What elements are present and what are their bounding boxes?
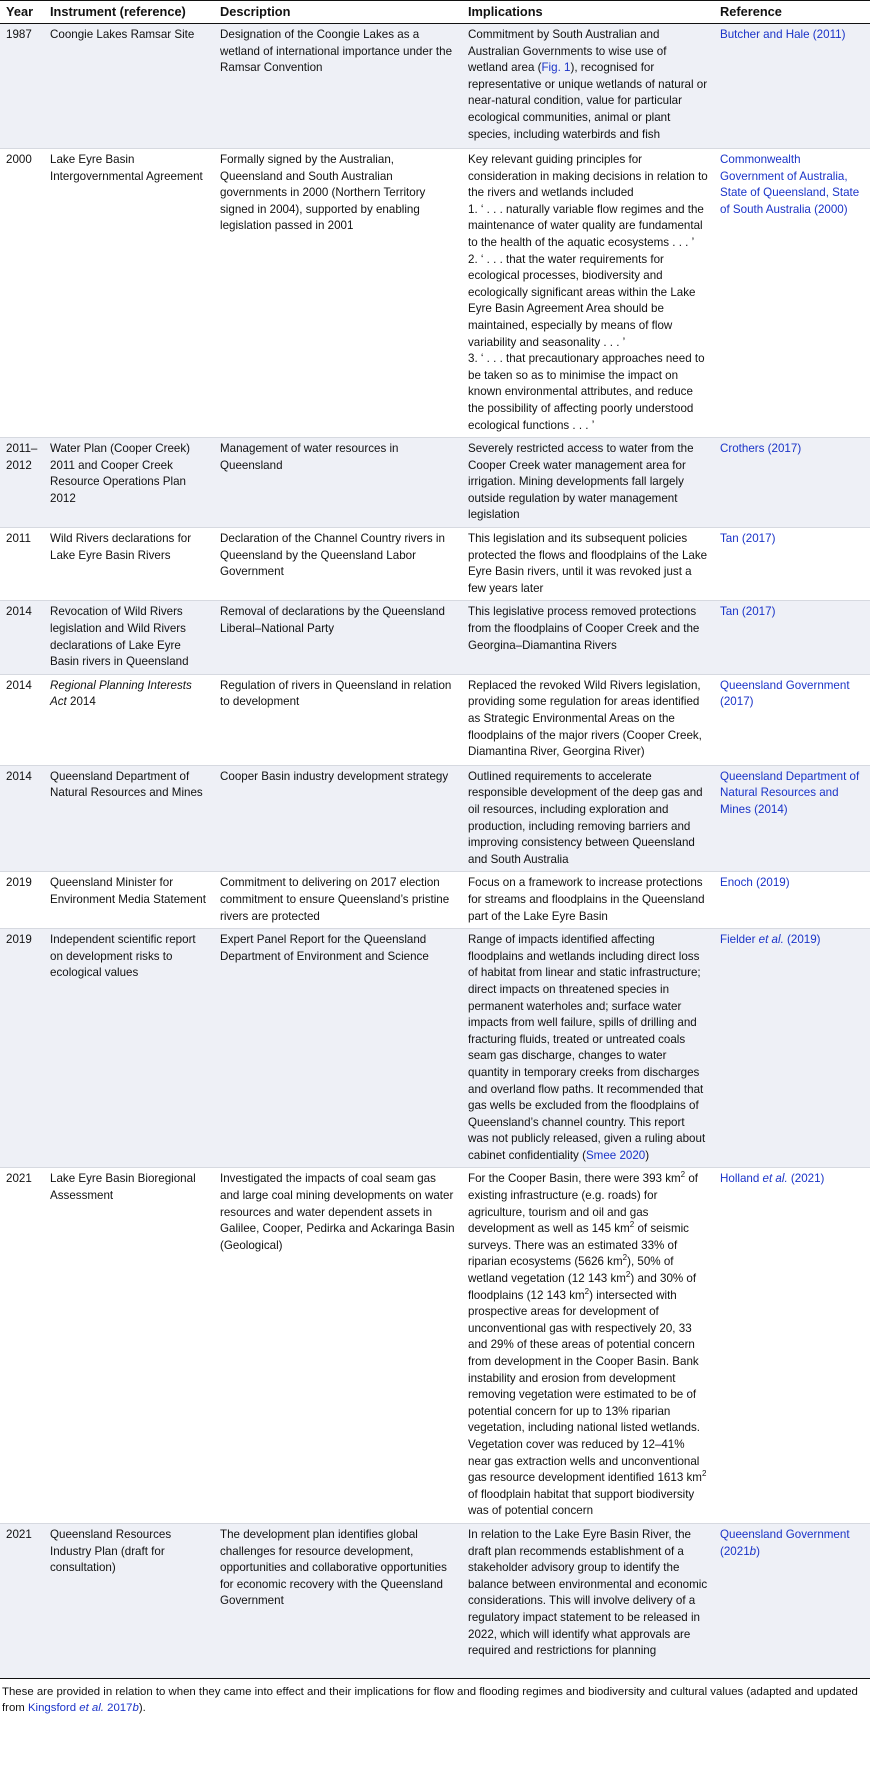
footnote-year: 2017 (103, 1701, 133, 1714)
table-row (0, 765, 870, 872)
act-year: 2014 (70, 695, 96, 709)
table-footnote (0, 1679, 862, 1716)
reference-link[interactable] (714, 929, 870, 1168)
cell-implications: This legislative process removed protections from the floodplains of Cooper Creek and the Georgina–Diamantina Rivers (462, 601, 714, 674)
impl-text: ) (645, 1148, 650, 1162)
reference-link[interactable]: Butcher and Hale (2011) (714, 24, 870, 149)
reference-link[interactable]: Crothers (2017) (714, 438, 870, 528)
cell-year: 2011 (0, 528, 44, 601)
ref-close: ) (756, 1544, 760, 1558)
table-row (0, 601, 870, 674)
figure-link[interactable]: Fig. 1 (541, 61, 571, 75)
table-row (0, 872, 870, 929)
cell-year: 2021 (0, 1523, 44, 1678)
impl-text: For the Cooper Basin, there were 393 km (468, 1172, 681, 1186)
table-row (0, 929, 870, 1168)
footnote-etal: et al. (79, 1701, 104, 1714)
table-row (0, 528, 870, 601)
cell-year: 2000 (0, 149, 44, 438)
reference-link[interactable]: Queensland Government (2017) (714, 674, 870, 765)
cell-instrument: Water Plan (Cooper Creek) 2011 and Cooper Creek Resource Operations Plan 2012 (44, 438, 214, 528)
superscript: 2 (701, 1469, 707, 1479)
superscript: 2 (625, 1270, 631, 1280)
impl-text: of floodplain habitat that support biodiversity was of potential concern (468, 1487, 695, 1518)
reference-link[interactable]: Tan (2017) (714, 601, 870, 674)
cell-instrument: Lake Eyre Basin Bioregional Assessment (44, 1168, 214, 1523)
header-description: Description (214, 1, 462, 24)
reference-link[interactable]: Queensland Department of Natural Resources and Mines (2014) (714, 765, 870, 872)
cell-implications (462, 24, 714, 149)
cell-year: 2021 (0, 1168, 44, 1523)
impl-text: ) and 30% of floodplains (12 143 km (468, 1272, 697, 1302)
table-row (0, 1523, 870, 1678)
cell-year: 2014 (0, 601, 44, 674)
cell-description: Regulation of rivers in Queensland in relation to development (214, 674, 462, 765)
cell-implications (462, 1168, 714, 1523)
cell-instrument: Queensland Resources Industry Plan (draft for consultation) (44, 1523, 214, 1678)
cell-description: Investigated the impacts of coal seam gas and large coal mining developments on water resources and water dependent assets in Galilee, Cooper, Pedirka and Ackaringa Basin (Geological) (214, 1168, 462, 1523)
superscript: 2 (584, 1286, 590, 1296)
footnote-author: Kingsford (27, 1701, 80, 1714)
cell-description: Expert Panel Report for the Queensland Department of Environment and Science (214, 929, 462, 1168)
cell-year: 2019 (0, 929, 44, 1168)
impl-text: Range of impacts identified affecting floodplains and wetlands including direct loss of habitat from linear and static infrastructure; direct impacts on threatened species in permanent waterholes and; surface water impacts from well failure, spills of drilling and fracturing fluids, treated or untreated coals seam gas discharge, changes to water quantity in temporary creeks from discharges and overland flow paths. It recommended that gas wells be excluded from the floodplains of Queensland’s channel country. This report was not publicly released, given a ruling about cabinet confidentiality ( (468, 933, 706, 1162)
ref-author: Fielder (720, 933, 759, 947)
table-row (0, 1168, 870, 1523)
ref-etal: et al. (762, 1172, 788, 1186)
impl-intro: Key relevant guiding principles for consideration in making decisions in relation to the rivers and wetlands included (468, 153, 708, 200)
impl-text: of seismic surveys. There was an estimated 33% of riparian ecosystems (5626 km (468, 1222, 689, 1269)
cell-description: Designation of the Coongie Lakes as a wetland of international importance under the Ramsar Convention (214, 24, 462, 149)
footnote-text: These are provided in relation to when they came into effect and their implications for flow and flooding regimes and biodiversity and cultural values (adapted and updated from (2, 1685, 858, 1714)
cell-instrument: Queensland Minister for Environment Media Statement (44, 872, 214, 929)
impl-principle-3: 3. ‘ . . . that precautionary approaches need to be taken so as to minimise the impact on known environmental attributes, and reduce the possibility of affecting poorly understood ecological functions . . . ’ (468, 352, 705, 432)
reference-link[interactable] (714, 1168, 870, 1523)
cell-implications: Severely restricted access to water from the Cooper Creek water management area for irrigation. Mining developments fall largely outside regulation by water management legislation (462, 438, 714, 528)
cell-description: Formally signed by the Australian, Queensland and South Australian governments in 2000 (Northern Territory signed in 2004), supported by enabling legislation passed in 2001 (214, 149, 462, 438)
cell-implications: Focus on a framework to increase protections for streams and floodplains in the Queensland part of the Lake Eyre Basin (462, 872, 714, 929)
cell-implications: In relation to the Lake Eyre Basin River, the draft plan recommends establishment of a stakeholder advisory group to identify the balance between environmental and economic considerations. This will involve delivery of a regulatory impact statement to be released in 2022, which will identify what approvals are required and restrictions for planning (462, 1523, 714, 1678)
cell-instrument: Revocation of Wild Rivers legislation and Wild Rivers declarations of Lake Eyre Basin rivers in Queensland (44, 601, 214, 674)
table-row (0, 149, 870, 438)
cell-instrument: Queensland Department of Natural Resources and Mines (44, 765, 214, 872)
table-row (0, 24, 870, 149)
cell-year: 1987 (0, 24, 44, 149)
cell-instrument: Wild Rivers declarations for Lake Eyre Basin Rivers (44, 528, 214, 601)
cell-description: Management of water resources in Queensland (214, 438, 462, 528)
table-row (0, 438, 870, 528)
ref-year: (2019) (783, 933, 821, 947)
impl-text: ), recognised for representative or unique wetlands of natural or near-natural condition, value for particular ecological communities, animal or plant species, including waterbirds and fish (468, 61, 708, 141)
cell-description: The development plan identifies global challenges for resource development, opportunities and collaborative opportunities for economic recovery with the Queensland Government (214, 1523, 462, 1678)
citation-link[interactable]: Smee 2020 (585, 1148, 646, 1162)
ref-author: Queensland Government (2021 (720, 1527, 850, 1558)
ref-etal: et al. (758, 933, 784, 947)
cell-instrument: Independent scientific report on development risks to ecological values (44, 929, 214, 1168)
superscript: 2 (622, 1253, 628, 1263)
cell-description: Declaration of the Channel Country rivers in Queensland by the Queensland Labor Government (214, 528, 462, 601)
superscript: 2 (680, 1170, 686, 1180)
header-reference: Reference (714, 1, 870, 24)
footnote-suffix: b (132, 1701, 139, 1714)
cell-description: Cooper Basin industry development strategy (214, 765, 462, 872)
cell-implications: This legislation and its subsequent policies protected the flows and floodplains of the Lake Eyre Basin rivers, until it was revoked just a few years later (462, 528, 714, 601)
impl-text: of existing infrastructure (e.g. roads) for agriculture, tourism and oil and gas development as well as 145 km (468, 1172, 698, 1236)
ref-year: (2021) (787, 1172, 825, 1186)
cell-implications (462, 149, 714, 438)
footnote-citation-link[interactable] (28, 1702, 139, 1714)
header-instrument: Instrument (reference) (44, 1, 214, 24)
cell-instrument: Coongie Lakes Ramsar Site (44, 24, 214, 149)
cell-instrument: Lake Eyre Basin Intergovernmental Agreement (44, 149, 214, 438)
ref-suffix: b (749, 1544, 757, 1558)
impl-text: ) intersected with prospective areas for development of unconventional gas with respectively 20, 33 and 29% of these areas of potential concern from development in the Cooper Basin. Bank instability and erosion from development removing vegetation were estimated to be of potential concern for up to 13% riparian vegetation, including national listed wetlands. Vegetation cover was reduced by 12–41% near gas extraction wells and unconventional gas resource development identified 1613 km (468, 1288, 702, 1485)
cell-year: 2011–2012 (0, 438, 44, 528)
reference-link[interactable]: Tan (2017) (714, 528, 870, 601)
reference-link[interactable]: Enoch (2019) (714, 872, 870, 929)
impl-text: ), 50% of wetland vegetation (12 143 km (468, 1255, 674, 1286)
header-implications: Implications (462, 1, 714, 24)
cell-year: 2014 (0, 765, 44, 872)
reference-link[interactable] (714, 1523, 870, 1678)
impl-text: Commitment by South Australian and Australian Governments to wise use of wetland area ( (468, 28, 667, 75)
footnote-text-end: ). (138, 1701, 146, 1714)
impl-principle-2: 2. ‘ . . . that the water requirements for ecological processes, biodiversity and ecologically significant areas within the Lake Eyre Basin Agreement Area should be maintained, especially by means of flow variability and seasonality . . . ’ (468, 252, 696, 349)
reference-link[interactable]: Commonwealth Government of Australia, State of Queensland, State of South Australia (2000) (714, 149, 870, 438)
act-title: Regional Planning Interests Act (50, 678, 192, 709)
cell-year: 2019 (0, 872, 44, 929)
header-year: Year (0, 1, 44, 24)
cell-description: Commitment to delivering on 2017 election commitment to ensure Queensland’s pristine rivers are protected (214, 872, 462, 929)
cell-implications: Replaced the revoked Wild Rivers legislation, providing some regulation for areas identified as Strategic Environmental Areas on the floodplains of the major rivers (Cooper Creek, Diamantina River, Georgina River) (462, 674, 714, 765)
table-header-row (0, 1, 870, 24)
cell-implications (462, 929, 714, 1168)
ref-author: Holland (720, 1172, 763, 1186)
cell-description: Removal of declarations by the Queensland Liberal–National Party (214, 601, 462, 674)
impl-principle-1: 1. ‘ . . . naturally variable flow regimes and the maintenance of water quality are fundamental to the health of the aquatic ecosystems . . . ’ (468, 202, 704, 249)
superscript: 2 (629, 1220, 635, 1230)
cell-year: 2014 (0, 674, 44, 765)
cell-implications: Outlined requirements to accelerate responsible development of the deep gas and oil resources, including exploration and production, including removing barriers and improving consistency between Queensland and South Australia (462, 765, 714, 872)
cell-instrument (44, 674, 214, 765)
table-row (0, 674, 870, 765)
